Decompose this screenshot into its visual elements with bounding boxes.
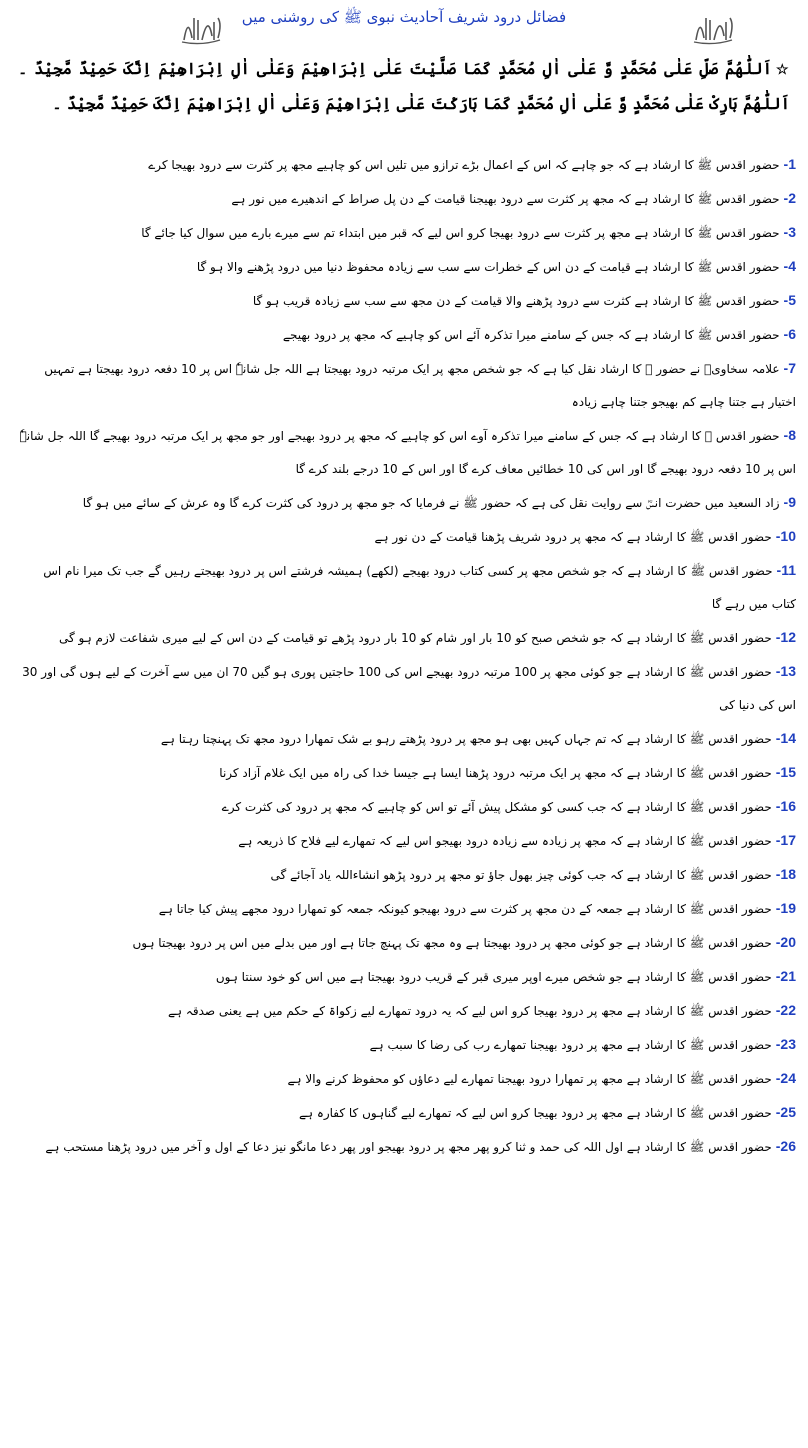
hadith-item (16, 520, 796, 554)
hadith-text: حضور اقدس ﷺ کا ارشاد ہے کہ جب کوئی چیز بھول جاؤ تو مجھ پر درود پڑھو انشاءاللہ یاد آجائے گی (270, 868, 772, 882)
hadith-text: حضور اقدس ﷺ کا ارشاد ہے کہ جس کے سامنے میرا تذکرہ آوے اس کو چاہیے کہ مجھ پر درود بھیجے اور جو مجھ پر ایک مرتبہ درود بھیجے گا اللہ جل شانہٗ اس پر 10 دفعہ درود بھیجے گا اور اس کی 10 خطائیں معاف کرے گا اور اس کے 10 درجے بلند کرے گا (19, 429, 796, 476)
hadith-text: حضور اقدس ﷺ کا ارشاد ہے کہ مجھ پر درود شریف پڑھنا قیامت کے دن نور ہے (374, 530, 772, 544)
star-icon: ☆ (776, 62, 790, 78)
hadith-text: حضور اقدس ﷺ کا ارشاد ہے مجھ پر درود بھیجا کرو اس لیے کہ یہ درود تمھارے لیے زکواۃ کے حکم میں ہے یعنی صدقہ ہے (167, 1004, 772, 1018)
hadith-text: حضور اقدس ﷺ کا ارشاد ہے کہ مجھ پر ایک مرتبہ درود پڑھنا ایسا ہے جیسا خدا کی راہ میں ایک غلام آزاد کرنا (219, 766, 772, 780)
hadith-number: 20- (775, 934, 796, 950)
hadith-number: 14- (775, 730, 796, 746)
hadith-text: حضور اقدس ﷺ کا ارشاد ہے مجھ پر تمھارا درود بھیجنا تمھارے لیے دعاؤں کو محفوظ کرنے والا ہے (287, 1072, 772, 1086)
hadith-number: 19- (775, 900, 796, 916)
hadith-text: حضور اقدس ﷺ کا ارشاد ہے قیامت کے دن اس کے خطرات سے سب سے زیادہ محفوظ دنیا میں درود پڑھنے والا ہو گا (196, 260, 780, 274)
hadith-number: 3- (783, 224, 796, 240)
hadith-item (16, 1028, 796, 1062)
hadith-text: حضور اقدس ﷺ کا ارشاد ہے اول اللہ کی حمد و ثنا کرو پھر مجھ پر درود بھیجو اور پھر دعا مانگو نیز دعا کے اول و آخر میں درود پڑھنا مستحب ہے (45, 1140, 772, 1154)
hadith-text: زاد السعید میں حضرت انسؓ سے روایت نقل کی ہے کہ حضور ﷺ نے فرمایا کہ جو مجھ پر درود کی کثرت کرے گا وہ عرش کے سائے میں ہو گا (82, 496, 780, 510)
hadith-item (16, 655, 796, 722)
hadith-item (16, 318, 796, 352)
hadith-number: 12- (775, 629, 796, 645)
hadith-number: 17- (775, 832, 796, 848)
durood-text: اَللّٰھُمَّ صَلِّ عَلٰی مُحَمَّدٍ وَّ عَلٰی اٰلِ مُحَمَّدٍ کَمَا صَلَّیْتَ عَلٰی اِبْرَاھِیْمَ وَعَلٰی اٰلِ اِبْرَاھِیْمَ اِنَّکَ حَمِیْدٌ مَّجِیْدٌ ۔ اَللّٰھُمَّ بَارِکْ عَلٰی مُحَمَّدٍ وَّ عَلٰی اٰلِ مُحَمَّدٍ کَمَا بَارَکْتَ عَلٰی اِبْرَاھِیْمَ وَعَلٰی اٰلِ اِبْرَاھِیْمَ اِنَّکَ حَمِیْدٌ مَّجِیْدٌ ۔ (18, 59, 790, 113)
hadith-number: 4- (783, 258, 796, 274)
hadith-item (16, 419, 796, 486)
hadith-item (16, 1096, 796, 1130)
hadith-number: 18- (775, 866, 796, 882)
hadith-number: 6- (783, 326, 796, 342)
hadith-item (16, 824, 796, 858)
hadith-text: حضور اقدس ﷺ کا ارشاد ہے مجھ پر درود بھیجا کرو اس لیے کہ تمھارے لیے گناہوں کا کفارہ ہے (298, 1106, 772, 1120)
hadith-text: حضور اقدس ﷺ کا ارشاد ہے جو کوئی مجھ پر درود بھیجتا ہے وہ مجھ تک پہنچ جاتا ہے اور میں بدلے میں اس پر درود بھیجتا ہوں (132, 936, 772, 950)
hadith-text: حضور اقدس ﷺ کا ارشاد ہے کہ جو شخص مجھ پر کسی کتاب درود بھیجے (لکھے) ہمیشہ فرشتے اس پر درود بھیجتے رہیں گے جب تک میرا نام اس کتاب میں رہے گا (43, 564, 796, 611)
hadith-number: 9- (783, 494, 796, 510)
hadith-text: حضور اقدس ﷺ کا ارشاد ہے کہ مجھ پر کثرت سے درود بھیجنا قیامت کے دن پل صراط کے اندھیرے میں نور ہے (231, 192, 780, 206)
hadith-number: 24- (775, 1070, 796, 1086)
hadith-number: 2- (783, 190, 796, 206)
hadith-text: حضور اقدس ﷺ کا ارشاد ہے کہ جب کسی کو مشکل پیش آئے تو اس کو چاہیے کہ مجھ پر درود کی کثرت کرے (221, 800, 772, 814)
hadith-item (16, 284, 796, 318)
hadith-text: حضور اقدس ﷺ کا ارشاد ہے کہ جو شخص صبح کو 10 بار اور شام کو 10 بار درود پڑھے تو قیامت کے دن اس کے لیے میری شفاعت لازم ہو گی (58, 631, 772, 645)
hadith-text: حضور اقدس ﷺ کا ارشاد ہے کہ جس کے سامنے میرا تذکرہ آئے اس کو چاہیے کہ مجھ پر درود بھیجے (282, 328, 780, 342)
hadith-item (16, 216, 796, 250)
hadith-item (16, 790, 796, 824)
hadith-text: حضور اقدس ﷺ کا ارشاد ہے جو کوئی مجھ پر 100 مرتبہ درود بھیجے اس کی 100 حاجتیں پوری ہو گیں 70 ان میں سے آخرت کے لیے ہوں گی اور 30 اس کی دنیا کی (22, 665, 796, 712)
hadith-number: 23- (775, 1036, 796, 1052)
hadith-item (16, 1130, 796, 1164)
hadith-text: حضور اقدس ﷺ کا ارشاد ہے کثرت سے درود پڑھنے والا قیامت کے دن مجھ سے سب سے زیادہ قریب ہو گا (252, 294, 780, 308)
durood-ibrahimi (18, 52, 790, 121)
hadith-number: 10- (775, 528, 796, 544)
hadith-number: 7- (783, 360, 796, 376)
hadith-item (16, 148, 796, 182)
hadith-item (16, 486, 796, 520)
hadith-text: علامہ سخاویؒ نے حضور ﷺ کا ارشاد نقل کیا ہے کہ جو شخص مجھ پر ایک مرتبہ درود بھیجتا ہے اللہ جل شانہٗ اس پر 10 دفعہ درود بھیجتا ہے تمہیں اختیار ہے جتنا چاہے کم بھیجو جتنا چاہے زیادہ (44, 362, 796, 409)
hadith-item (16, 722, 796, 756)
hadith-list (16, 148, 796, 1164)
hadith-number: 25- (775, 1104, 796, 1120)
hadith-item (16, 756, 796, 790)
page-header (0, 0, 808, 50)
hadith-text: حضور اقدس ﷺ کا ارشاد ہے جمعہ کے دن مجھ پر کثرت سے درود بھیجو کیونکہ جمعہ کو تمھارا درود مجھے پیش کیا جاتا ہے (158, 902, 772, 916)
hadith-text: حضور اقدس ﷺ کا ارشاد ہے مجھ پر درود بھیجنا تمھارے رب کی رضا کا سبب ہے (369, 1038, 772, 1052)
page-title: فضائل درود شریف آحادیث نبوی ﷺ کی روشنی میں (241, 8, 567, 26)
hadith-number: 16- (775, 798, 796, 814)
hadith-item (16, 960, 796, 994)
hadith-number: 13- (775, 663, 796, 679)
hadith-item (16, 554, 796, 621)
hadith-text: حضور اقدس ﷺ کا ارشاد ہے کہ مجھ پر زیادہ سے زیادہ درود بھیجو اس لیے کہ تمھارے لیے فلاح کا ذریعہ ہے (238, 834, 772, 848)
hadith-number: 8- (783, 427, 796, 443)
hadith-number: 5- (783, 292, 796, 308)
allahu-akbar-calligraphy-icon (690, 10, 736, 46)
hadith-item (16, 1062, 796, 1096)
hadith-number: 11- (776, 562, 796, 578)
hadith-item (16, 994, 796, 1028)
hadith-text: حضور اقدس ﷺ کا ارشاد ہے جو شخص میرے اوپر میری قبر کے قریب درود بھیجتا ہے میں اس کو خود سنتا ہوں (215, 970, 772, 984)
hadith-text: حضور اقدس ﷺ کا ارشاد ہے کہ جو چاہے کہ اس کے اعمال بڑے ترازو میں تلیں اس کو چاہیے مجھ پر کثرت سے درود بھیجا کرے (148, 158, 780, 172)
hadith-item (16, 250, 796, 284)
hadith-number: 1- (783, 156, 796, 172)
hadith-number: 21- (775, 968, 796, 984)
hadith-item (16, 182, 796, 216)
hadith-text: حضور اقدس ﷺ کا ارشاد ہے مجھ پر کثرت سے درود بھیجا کرو اس لیے کہ قبر میں ابتداء تم سے میرے بارے میں سوال کیا جائے گا (141, 226, 780, 240)
hadith-number: 15- (775, 764, 796, 780)
hadith-item (16, 352, 796, 419)
hadith-number: 26- (775, 1138, 796, 1154)
hadith-item (16, 926, 796, 960)
hadith-text: حضور اقدس ﷺ کا ارشاد ہے کہ تم جہاں کہیں بھی ہو مجھ پر درود پڑھتے رہو بے شک تمھارا درود مجھ تک پہنچتا رہتا ہے (160, 732, 772, 746)
hadith-item (16, 892, 796, 926)
hadith-number: 22- (775, 1002, 796, 1018)
hadith-item (16, 858, 796, 892)
hadith-item (16, 621, 796, 655)
